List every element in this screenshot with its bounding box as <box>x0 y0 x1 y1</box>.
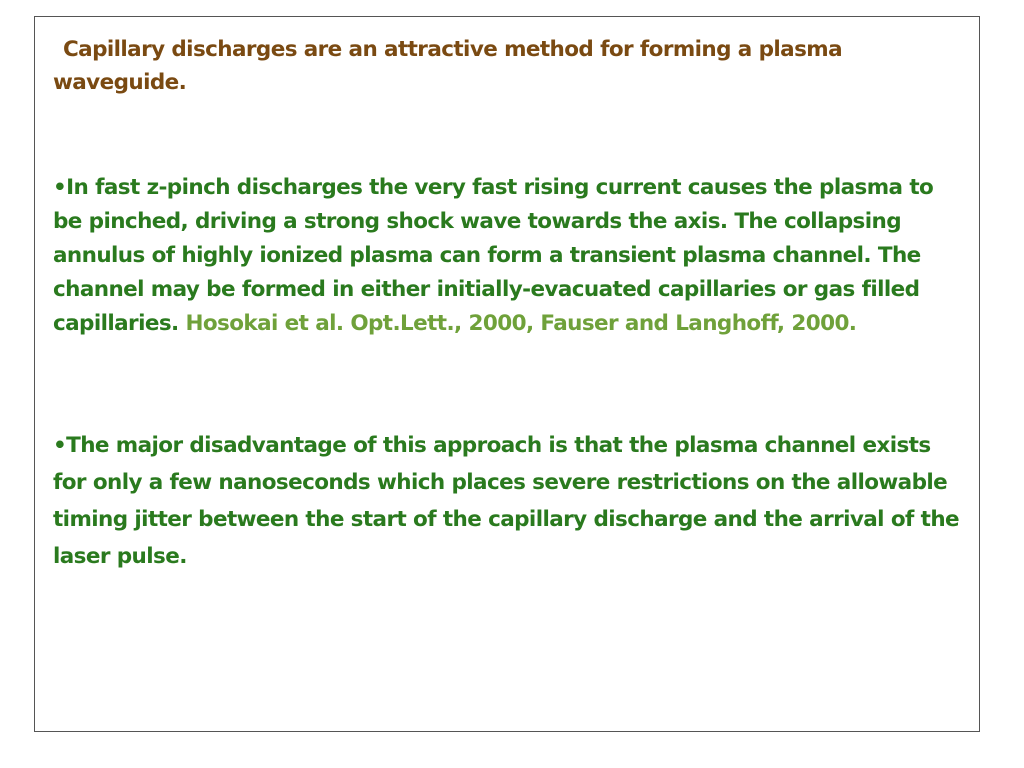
bullet-marker: • <box>53 433 67 458</box>
slide-frame <box>34 16 980 732</box>
bullet-text: In fast z-pinch discharges the very fast rising current causes the plasma to be pinched, driving a strong shock wave towards the axis. The collapsing annulus of highly ionized plasma can form a transient plasma channel. The channel may be formed in either initially-evacuated capillaries or gas filled capillaries. <box>53 175 934 336</box>
intro-period: . <box>178 70 187 95</box>
bullet-paragraph-z-pinch <box>53 171 967 341</box>
intro-paragraph <box>53 33 967 99</box>
bullet-paragraph-disadvantage <box>53 427 967 575</box>
bullet-marker: • <box>53 175 67 200</box>
intro-text: Capillary discharges are an attractive method for forming a plasma waveguide <box>53 37 842 95</box>
bullet-text: The major disadvantage of this approach is that the plasma channel exists for only a few nanoseconds which places severe restrictions on the allowable timing jitter between the start of the capillary discharge and the arrival of the laser pulse. <box>53 433 960 569</box>
citation-text: Hosokai et al. Opt.Lett., 2000, Fauser and Langhoff, 2000. <box>185 311 857 336</box>
